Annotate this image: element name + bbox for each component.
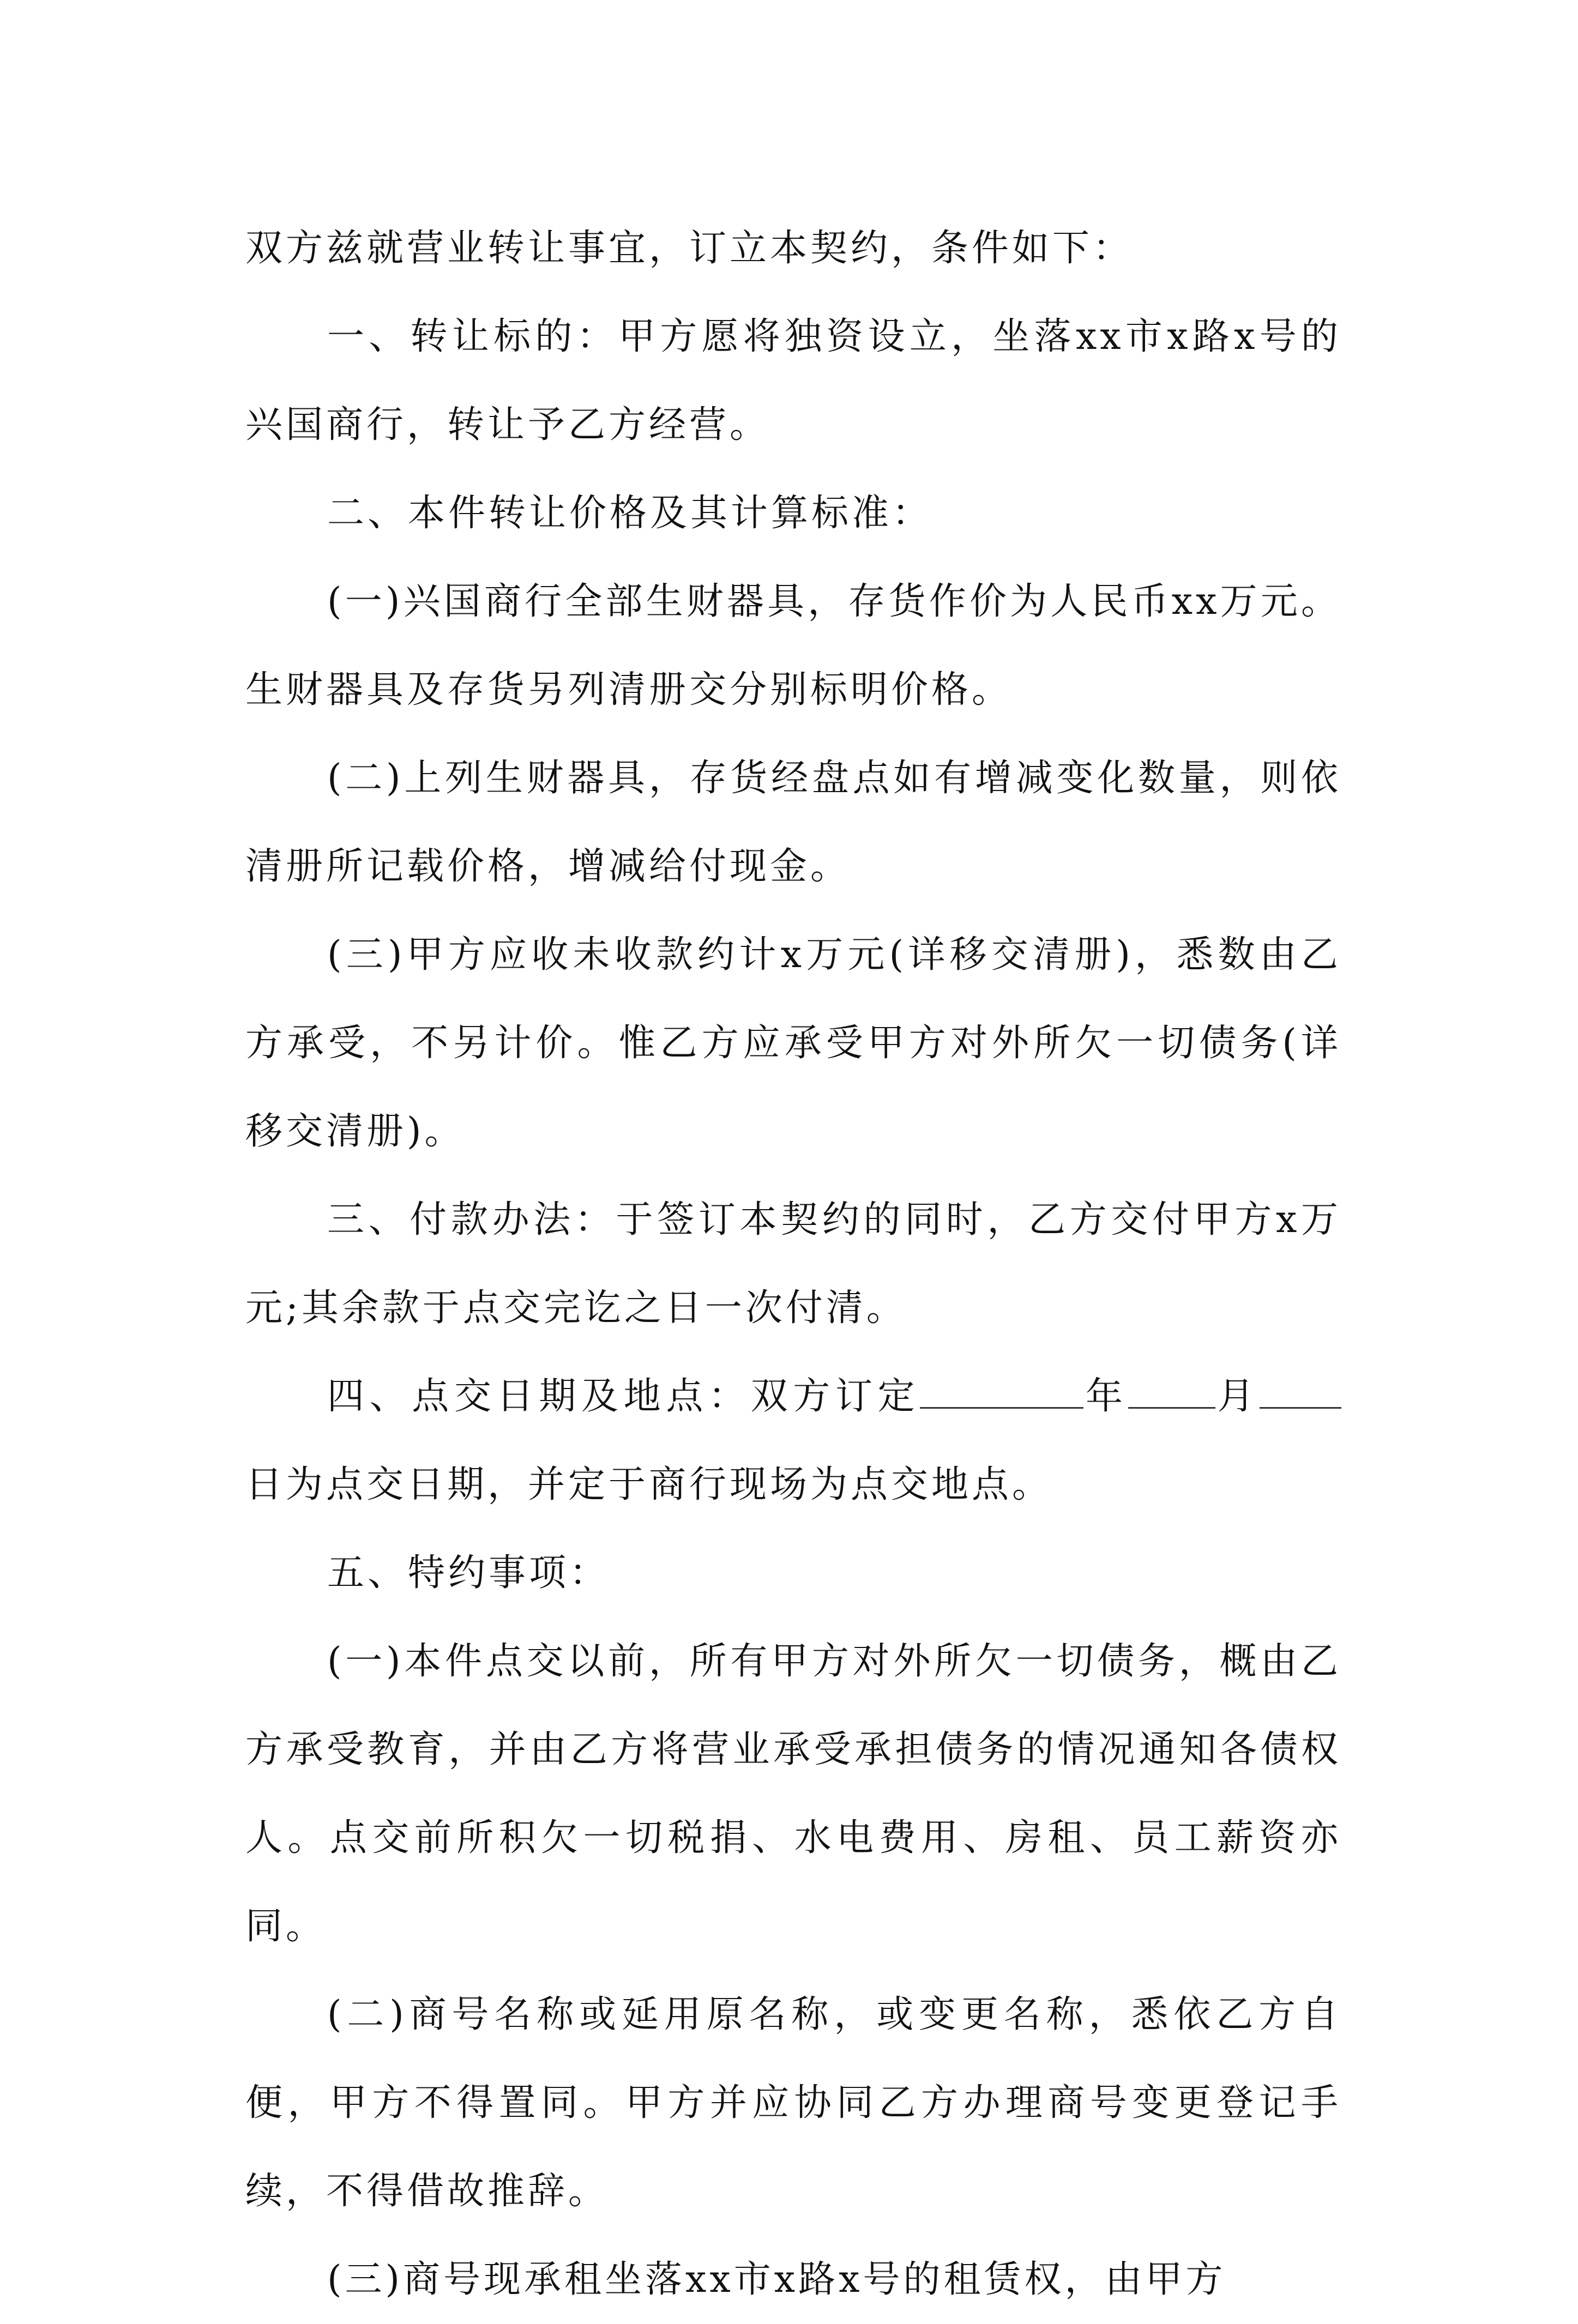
article-4-prefix: 四、点交日期及地点：双方订定 (327, 1375, 920, 1418)
article-5-paragraph: 五、特约事项： (327, 1552, 610, 1595)
article-2-item-3-paragraph: (三)甲方应收未收款约计x万元(详移交清册)，悉数由乙方承受，不另计价。惟乙方应承受甲方对外所欠一切债务(详移交清册)。 (245, 933, 1341, 1153)
article-1-paragraph: 一、转让标的：甲方愿将独资设立，坐落xx市x路x号的兴国商行，转让予乙方经营。 (245, 315, 1341, 446)
year-label: 年 (1083, 1375, 1128, 1418)
intro-paragraph: 双方兹就营业转让事宜，订立本契约，条件如下： (245, 227, 1134, 270)
article-2-item-1-paragraph: (一)兴国商行全部生财器具，存货作价为人民币xx万元。生财器具及存货另列清册交分别标明价格。 (245, 580, 1341, 711)
contract-body (245, 204, 1341, 2324)
article-2-paragraph: 二、本件转让价格及其计算标准： (327, 492, 933, 535)
article-5-item-2-paragraph: (二)商号名称或延用原名称，或变更名称，悉依乙方自便，甲方不得置同。甲方并应协同乙方办理商号变更登记手续，不得借故推辞。 (245, 1993, 1341, 2213)
day-blank-line (1260, 1374, 1341, 1409)
article-4-paragraph (245, 1353, 1341, 1529)
article-3-paragraph: 三、付款办法：于签订本契约的同时，乙方交付甲方x万元;其余款于点交完讫之日一次付清。 (245, 1198, 1341, 1330)
month-blank-line (1128, 1374, 1215, 1409)
year-blank-line (920, 1374, 1083, 1409)
article-2-item-2-paragraph: (二)上列生财器具，存货经盘点如有增减变化数量，则依清册所记载价格，增减给付现金。 (245, 757, 1341, 888)
article-4-suffix: 日为点交日期，并定于商行现场为点交地点。 (245, 1463, 1053, 1506)
article-5-item-1-paragraph: (一)本件点交以前，所有甲方对外所欠一切债务，概由乙方承受教育，并由乙方将营业承受承担债务的情况通知各债权人。点交前所积欠一切税捐、水电费用、房租、员工薪资亦同。 (245, 1640, 1341, 1948)
month-label: 月 (1215, 1375, 1260, 1418)
article-5-item-3-paragraph: (三)商号现承租坐落xx市x路x号的租赁权，由甲方 (327, 2258, 1226, 2301)
